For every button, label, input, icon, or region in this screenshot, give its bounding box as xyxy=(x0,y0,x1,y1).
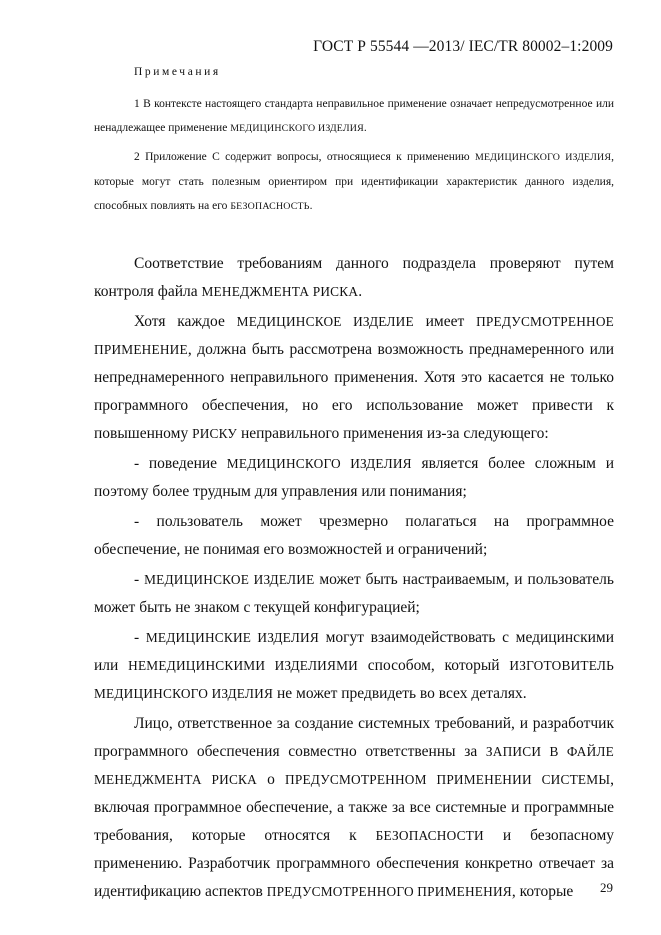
b2-text: - пользователь может чрезмерно полагаться на программное обеспечение, не понимая его возможностей и ограничений; xyxy=(94,513,614,558)
b4-term-c: ИЗГОТОВИТЕЛЬ МЕДИЦИНСКОГО ИЗДЕЛИЯ xyxy=(94,658,615,701)
p1-text: Соответствие требованиям данного подраздела проверяют путем контроля файла xyxy=(94,255,614,300)
list-item xyxy=(94,566,614,622)
note-2-text-a: 2 Приложение С содержит вопросы, относящиеся к применению xyxy=(134,151,470,163)
b1-prefix: - поведение xyxy=(134,455,218,472)
b1-term: МЕДИЦИНСКОГО ИЗДЕЛИЯ xyxy=(226,456,412,471)
b4-text-a: могут взаимодействовать с медицинскими или xyxy=(94,629,614,674)
b1-text: является более сложным и поэтому более трудным для управления или понимания; xyxy=(94,455,614,500)
p1-term: МЕНЕДЖМЕНТА РИСКА xyxy=(201,284,359,299)
note-2 xyxy=(94,145,614,219)
b4-text-c: не может предвидеть во всех деталях. xyxy=(276,685,527,702)
p2-text-a: Хотя каждое xyxy=(134,313,225,330)
b4-text-b: способом, который xyxy=(367,657,500,674)
p3-text-b: о xyxy=(267,771,275,788)
p2-text-d: неправильного применения из-за следующего: xyxy=(240,425,549,442)
p2-text-c: , должна быть рассмотрена возможность преднамеренного или непреднамеренного неправильного применения. Хотя это касается не только программного обеспечения, но его использование может привести к повышенному xyxy=(94,341,614,442)
p2-term-a: МЕДИЦИНСКОЕ ИЗДЕЛИЕ xyxy=(236,314,414,329)
note-2-term-b: БЕЗОПАСНОСТЬ xyxy=(230,201,310,212)
notes-title: Примечания xyxy=(134,66,221,78)
p2-term-c: РИСКУ xyxy=(192,426,238,441)
paragraph-compliance xyxy=(94,250,614,306)
list-item xyxy=(94,624,614,708)
b4-term-a: МЕДИЦИНСКИЕ ИЗДЕЛИЯ xyxy=(145,630,319,645)
p3-text-e: , которые xyxy=(511,883,574,900)
note-1-end: . xyxy=(363,122,367,134)
p1-end: . xyxy=(358,283,363,300)
p3-text-a: Лицо, ответственное за создание системных требований, и разработчик программного обеспечения совместно ответственны за xyxy=(94,715,614,760)
note-1-term: МЕДИЦИНСКОГО ИЗДЕЛИЯ xyxy=(230,123,364,134)
notes-section xyxy=(94,66,614,223)
note-2-text-b: , которые могут стать полезным ориентиром при идентификации характеристик данного изделия, способных повлиять на его xyxy=(94,151,615,212)
b3-term: МЕДИЦИНСКОЕ ИЗДЕЛИЕ xyxy=(144,572,315,587)
document-header: ГОСТ Р 55544 —2013/ IEC/TR 80002–1:2009 xyxy=(313,38,613,55)
b4-prefix: - xyxy=(134,629,140,646)
main-body xyxy=(94,250,614,908)
p2-text-b: имеет xyxy=(425,313,465,330)
list-item xyxy=(94,450,614,506)
b4-term-b: НЕМЕДИЦИНСКИМИ ИЗДЕЛИЯМИ xyxy=(128,658,358,673)
p3-term-a: ЗАПИСИ В ФАЙЛЕ МЕНЕДЖМЕНТА РИСКА xyxy=(94,744,614,787)
p3-term-c: БЕЗОПАСНОСТИ xyxy=(375,828,484,843)
p2-term-b: ПРЕДУСМОТРЕННОЕ ПРИМЕНЕНИЕ xyxy=(94,314,615,357)
p3-term-b: ПРЕДУСМОТРЕННОМ ПРИМЕНЕНИИ СИСТЕМЫ xyxy=(285,772,611,787)
b3-text: может быть настраиваемым, и пользователь может быть не знаком с текущей конфигурацией; xyxy=(94,571,614,616)
page-number: 29 xyxy=(600,880,613,895)
note-2-term-a: МЕДИЦИНСКОГО ИЗДЕЛИЯ xyxy=(474,152,612,163)
paragraph-responsibility xyxy=(94,710,614,906)
p3-term-d: ПРЕДУСМОТРЕННОГО ПРИМЕНЕНИЯ xyxy=(266,884,512,899)
paragraph-intended-use xyxy=(94,308,614,448)
note-1-text: 1 В контексте настоящего стандарта неправильное применение означает непредусмотренное или ненадлежащее применение xyxy=(94,98,614,134)
list-item xyxy=(94,508,614,564)
note-2-end: . xyxy=(309,200,313,212)
b3-prefix: - xyxy=(134,571,140,588)
p3-text-d: и безопасному применению. Разработчик программного обеспечения конкретно отвечает за идентификацию аспектов xyxy=(94,827,615,900)
p3-text-c: , включая программное обеспечение, а также за все системные и программные требования, которые относятся к xyxy=(94,771,615,844)
note-1 xyxy=(94,92,614,141)
